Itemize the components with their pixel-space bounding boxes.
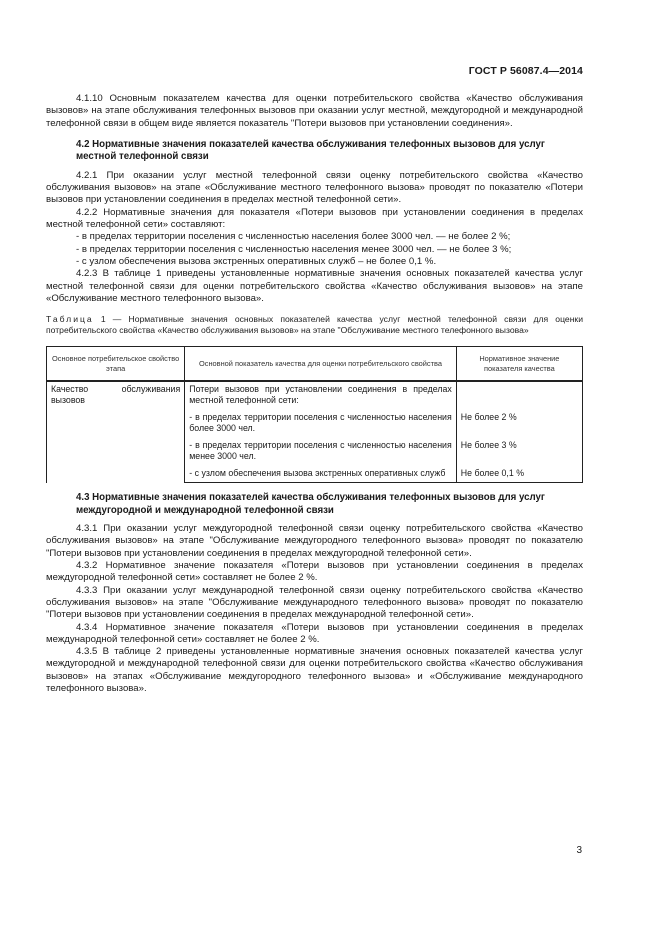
table-cell-indicator [185,381,457,406]
section-heading-4-2: 4.2 Нормативные значения показателей качества обслуживания телефонных вызовов для услуг местной телефонной связи [76,138,545,163]
paragraph-4-3-1: 4.3.1 При оказании услуг междугородной телефонной связи оценку потребительского свойства «Качество обслуживания вызовов» на этапе "Обслуживание междугородного телефонного вызова» проводят по показателю "Потери вызовов при установлении соединения в пределах междугородной телефонной сети». [46,523,583,559]
table-header-value: Нормативное значение показателя качества [456,347,582,382]
list-item: - с узлом обеспечения вызова экстренных оперативных служб – не более 0,1 %. [76,255,437,267]
value-text: Не более 2 % [460,412,517,423]
table-cell-property [47,381,185,483]
table-header-property: Основное потребительское свойство этапа [47,347,185,382]
document-code: ГОСТ Р 56087.4—2014 [468,65,583,77]
table-1 [46,346,583,483]
paragraph-4-2-3: 4.2.3 В таблице 1 приведены установленные нормативные значения основных показателей качества услуг местной телефонной связи для оценки потребительского свойства «Качество обслуживания вызовов» на этапе «Обслуживание местного телефонного вызова». [46,268,583,304]
table-cell-condition [185,434,457,462]
page-number: 3 [576,845,582,856]
property-text: Качество обслуживания вызовов [51,384,181,406]
table-cell-empty [456,381,582,406]
table-caption-label: Таблица [46,314,94,325]
paragraph-4-3-5: 4.3.5 В таблице 2 приведены установленные нормативные значения основных показателей качества услуг междугородной и международной телефонной связи для оценки потребительского свойства «Качество обслуживания вызовов» на этапах «Обслуживание междугородного телефонного вызова» и «Обслуживание международного телефонного вызова». [46,646,583,695]
table-cell-condition [185,406,457,434]
table-header-indicator: Основной показатель качества для оценки потребительского свойства [185,347,457,382]
table-1-caption [46,314,583,336]
condition-text: - в пределах территории поселения с численностью населения более 3000 чел. [189,412,452,434]
value-text: Не более 0,1 % [460,468,525,479]
table-caption-text: 1 — Нормативные значения основных показателей качества услуг местной телефонной связи для оценки потребительского свойства «Качество обслуживания вызовов» на этапе "Обслуживание местного телефонного вызова» [46,314,583,336]
table-cell-condition [185,462,457,483]
table-header-row [47,347,583,382]
list-item: - в пределах территории поселения с численностью населения более 3000 чел. — не более 2 %; [76,231,511,243]
table-row [47,381,583,406]
table-cell-value [456,434,582,462]
paragraph-4-1-10: 4.1.10 Основным показателем качества для оценки потребительского свойства «Качество обслуживания вызовов» на этапе обслуживания телефонных вызовов при оказании услуг местной, междугородной и международной телефонной связи в общем виде является показатель "Потери вызовов при установлении соединения». [46,93,583,129]
paragraph-4-3-2: 4.3.2 Нормативное значение показателя «Потери вызовов при установлении соединения в пределах междугородной телефонной сети» составляет не более 2 %. [46,560,583,584]
paragraph-4-3-3: 4.3.3 При оказании услуг международной телефонной связи оценку потребительского свойства «Качество обслуживания вызовов» на этапе "Обслуживание международного телефонного вызова» проводят по показателю "Потери вызовов при установлении соединения в пределах международной телефонной сети». [46,584,583,621]
paragraph-4-2-1: 4.2.1 При оказании услуг местной телефонной связи оценку потребительского свойства «Качество обслуживания вызовов» на этапе «Обслуживание местного телефонного вызова» проводят по показателю «Потери вызовов при установлении соединения в пределах местной телефонной сети». [46,169,583,206]
condition-text: - в пределах территории поселения с численностью населения менее 3000 чел. [189,440,452,462]
section-heading-4-3: 4.3 Нормативные значения показателей качества обслуживания телефонных вызовов для услуг междугородной и международной телефонной связи [76,492,545,516]
indicator-text: Потери вызовов при установлении соединения в пределах местной телефонной сети: [189,384,452,406]
table-cell-value [456,406,582,434]
list-item: - в пределах территории поселения с численностью населения менее 3000 чел. — не более 3 %; [76,243,512,255]
condition-text: - с узлом обеспечения вызова экстренных оперативных служб [189,468,446,479]
paragraph-4-3-4: 4.3.4 Нормативное значение показателя «Потери вызовов при установлении соединения в пределах международной телефонной сети» составляет не более 2 %. [46,621,583,645]
document-body [46,93,583,695]
paragraph-4-2-2: 4.2.2 Нормативные значения для показателя «Потери вызовов при установлении соединения в пределах местной телефонной сети» составляют: [46,206,583,231]
value-text: Не более 3 % [460,440,517,451]
table-cell-value [456,462,582,483]
